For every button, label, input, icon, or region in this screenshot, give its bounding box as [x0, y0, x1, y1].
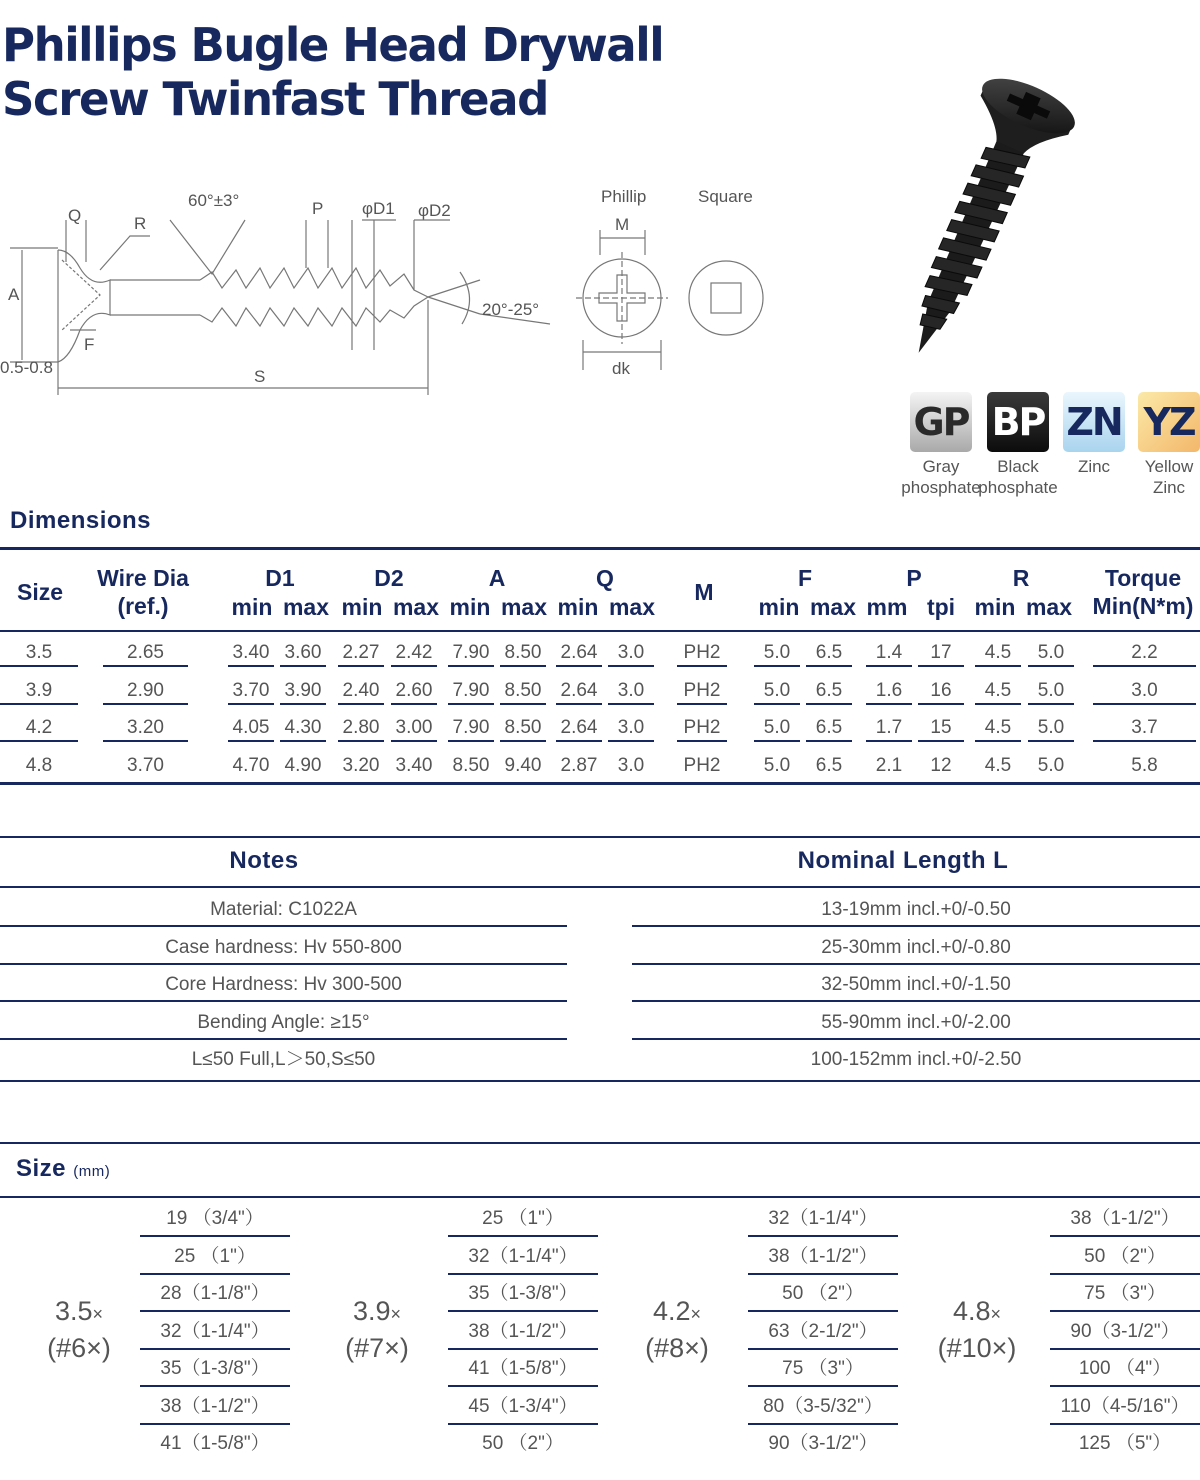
table-cell: 3.0 [608, 638, 654, 667]
subheader-max: max [392, 594, 440, 620]
table-cell: 7.90 [448, 676, 494, 705]
notes-item: Core Hardness: Hv 300-500 [0, 965, 567, 1002]
table-cell: 3.0 [608, 676, 654, 705]
size-length-item: 25 （1"） [448, 1200, 598, 1237]
table-cell: 2.60 [391, 676, 437, 705]
header-wire-dia-line1: Wire Dia [97, 565, 189, 591]
size-value: 4.2 [652, 1296, 691, 1326]
label-angle-tip: 20°-25° [482, 300, 540, 319]
table-cell: PH2 [677, 713, 727, 742]
table-cell: 3.0 [617, 754, 645, 776]
table-cell: 5.8 [1131, 754, 1158, 776]
subheader-max: max [1025, 594, 1073, 620]
table-cell: 2.64 [556, 713, 602, 742]
finish-badge-gp [901, 392, 981, 498]
table-cell: 2.64 [556, 676, 602, 705]
size-length-item: 32（1-1/4"） [140, 1313, 290, 1350]
size-length-item: 50 （2"） [482, 1433, 564, 1454]
header-torque-line2: Min(N*m) [1092, 593, 1194, 619]
table-cell: 15 [918, 713, 964, 742]
table-cell: 5.0 [1028, 713, 1074, 742]
subheader-tpi: tpi [926, 594, 956, 620]
label-f: F [84, 335, 95, 354]
label-dk: dk [612, 359, 630, 378]
label-angle-head: 60°±3° [188, 191, 240, 210]
finish-label [1126, 456, 1200, 498]
table-cell: 1.6 [866, 676, 912, 705]
size-length-item: 50 （2"） [1050, 1238, 1200, 1275]
size-length-item: 90（3-1/2"） [768, 1433, 878, 1454]
size-length-item: 50 （2"） [748, 1275, 898, 1312]
divider [0, 547, 1200, 550]
screw-technical-drawing [0, 180, 780, 400]
label-tolerance: 0.5-0.8 [0, 358, 53, 377]
divider [0, 630, 1200, 632]
times-sign: × [690, 1304, 702, 1324]
table-cell: 3.60 [280, 638, 326, 667]
size-length-item: 38（1-1/2"） [140, 1388, 290, 1425]
finish-badge-yz [1138, 392, 1200, 498]
table-cell: 3.70 [127, 754, 164, 776]
subheader-max: max [809, 594, 857, 620]
size-length-item: 41（1-5/8"） [160, 1433, 270, 1454]
size-length-item: 35（1-3/8"） [140, 1350, 290, 1387]
finish-badge-bp [978, 392, 1058, 498]
header-q: Q [596, 565, 614, 591]
header-p: P [906, 565, 922, 591]
table-cell: 5.0 [754, 638, 800, 667]
finish-label [975, 456, 1061, 498]
times-sign: × [390, 1304, 402, 1324]
table-cell: 2.90 [103, 676, 188, 705]
table-cell: 3.20 [103, 713, 188, 742]
gauge-value: (#8×) [645, 1333, 709, 1363]
subheader-min: min [557, 594, 599, 620]
table-cell: 5.0 [754, 713, 800, 742]
table-cell: 4.5 [984, 754, 1012, 776]
size-length-item: 45（1-3/4"） [448, 1388, 598, 1425]
finish-chip: ZN [1063, 392, 1125, 452]
subheader-mm: mm [866, 594, 908, 620]
table-cell: 3.9 [0, 676, 78, 705]
nominal-length-item: 13-19mm incl.+0/-0.50 [632, 890, 1200, 927]
table-cell: 8.50 [452, 754, 490, 776]
label-q: Q [68, 206, 82, 225]
label-s: S [254, 367, 266, 386]
divider [0, 782, 1200, 785]
table-cell: 6.5 [815, 754, 843, 776]
table-cell: 1.4 [866, 638, 912, 667]
subheader-max: max [608, 594, 656, 620]
size-unit: (mm) [73, 1163, 111, 1180]
table-cell: 8.50 [500, 713, 546, 742]
table-cell: PH2 [677, 638, 727, 667]
table-cell: 17 [918, 638, 964, 667]
finish-badge-zn [1063, 392, 1125, 477]
size-group-label [318, 1294, 436, 1365]
table-cell: 16 [918, 676, 964, 705]
nominal-length-heading: Nominal Length L [797, 847, 1009, 874]
notes-item: Case hardness: Hv 550-800 [0, 928, 567, 965]
table-cell: 4.5 [975, 676, 1021, 705]
size-group-label [20, 1294, 138, 1365]
title-line-1: Phillips Bugle Head Drywall [2, 18, 664, 72]
table-cell: PH2 [683, 754, 721, 776]
table-cell: 2.1 [875, 754, 903, 776]
dimensions-heading: Dimensions [10, 507, 152, 534]
header-r: R [1012, 565, 1030, 591]
table-cell: 3.90 [280, 676, 326, 705]
label-a: A [8, 285, 20, 304]
label-phillip: Phillip [601, 187, 647, 206]
table-cell: 3.0 [608, 713, 654, 742]
screw-illustration [880, 50, 1080, 395]
size-length-item: 35（1-3/8"） [448, 1275, 598, 1312]
divider [0, 1142, 1200, 1144]
size-heading [16, 1155, 110, 1183]
table-cell: 6.5 [806, 676, 852, 705]
notes-item: Material: C1022A [0, 890, 567, 927]
table-cell: 3.7 [1093, 713, 1196, 742]
table-cell: 3.0 [1093, 676, 1196, 705]
divider [0, 1080, 1200, 1082]
label-square: Square [698, 187, 753, 206]
table-cell: 4.70 [232, 754, 270, 776]
notes-heading: Notes [229, 847, 299, 874]
finish-name-line1: Gray [922, 457, 960, 476]
size-length-item: 80（3-5/32"） [748, 1388, 898, 1425]
finish-label [898, 456, 984, 498]
table-cell: 1.7 [866, 713, 912, 742]
size-value: 4.8 [952, 1296, 991, 1326]
size-length-item: 125 （5"） [1078, 1433, 1172, 1454]
table-cell: 3.40 [395, 754, 433, 776]
size-value: 3.5 [54, 1296, 93, 1326]
finish-name-line2: phosphate [901, 478, 981, 497]
table-cell: 2.80 [338, 713, 384, 742]
table-cell: 3.70 [228, 676, 274, 705]
size-length-item: 100 （4"） [1050, 1350, 1200, 1387]
table-cell: 4.30 [280, 713, 326, 742]
size-length-item: 110（4-5/16"） [1050, 1388, 1200, 1425]
table-cell: 7.90 [448, 713, 494, 742]
table-cell: 2.40 [338, 676, 384, 705]
subheader-min: min [449, 594, 491, 620]
notes-item: L≤50 Full,L＞50,S≤50 [191, 1049, 376, 1070]
gauge-value: (#10×) [937, 1333, 1017, 1363]
table-cell: 2.65 [103, 638, 188, 667]
nominal-length-item: 100-152mm incl.+0/-2.50 [810, 1049, 1022, 1070]
size-length-item: 32（1-1/4"） [448, 1238, 598, 1275]
label-d1: φD1 [362, 199, 395, 218]
header-wire-dia [88, 564, 198, 620]
label-p: P [312, 199, 324, 218]
size-length-item: 19 （3/4"） [140, 1200, 290, 1237]
subheader-max: max [500, 594, 548, 620]
table-cell: 9.40 [504, 754, 542, 776]
table-cell: 2.27 [338, 638, 384, 667]
header-d1: D1 [265, 565, 295, 591]
label-m: M [615, 215, 630, 234]
size-value: 3.9 [352, 1296, 391, 1326]
table-cell: 4.05 [228, 713, 274, 742]
size-length-item: 38（1-1/2"） [1050, 1200, 1200, 1237]
size-group-label [918, 1294, 1036, 1365]
times-sign: × [92, 1304, 104, 1324]
header-a: A [488, 565, 506, 591]
times-sign: × [990, 1304, 1002, 1324]
nominal-length-item: 25-30mm incl.+0/-0.80 [632, 928, 1200, 965]
table-cell: 6.5 [806, 713, 852, 742]
table-cell: 5.0 [754, 676, 800, 705]
subheader-min: min [341, 594, 383, 620]
finish-label [1051, 456, 1137, 477]
header-wire-dia-line2: (ref.) [117, 593, 169, 619]
finish-name-line1: Zinc [1077, 457, 1111, 476]
header-size: Size [16, 579, 64, 605]
table-cell: 2.42 [391, 638, 437, 667]
divider [0, 836, 1200, 838]
size-length-item: 90（3-1/2"） [1050, 1313, 1200, 1350]
table-cell: 5.0 [1028, 676, 1074, 705]
size-length-item: 25 （1"） [140, 1238, 290, 1275]
table-cell: 3.20 [342, 754, 380, 776]
table-cell: 12 [930, 754, 952, 776]
page-title [2, 18, 663, 126]
notes-item: Bending Angle: ≥15° [0, 1003, 567, 1040]
divider [0, 1196, 1200, 1198]
table-cell: 5.0 [1037, 754, 1065, 776]
label-r: R [134, 214, 147, 233]
size-length-item: 75 （3"） [1050, 1275, 1200, 1312]
table-cell: 3.40 [228, 638, 274, 667]
subheader-min: min [758, 594, 800, 620]
table-cell: 3.00 [391, 713, 437, 742]
table-cell: 2.87 [560, 754, 598, 776]
size-group-label [618, 1294, 736, 1365]
table-cell: 4.5 [975, 638, 1021, 667]
size-length-item: 75 （3"） [748, 1350, 898, 1387]
finish-name-line1: Yellow [1144, 457, 1194, 476]
finish-name-line2: Zinc [1152, 478, 1186, 497]
finish-name-line1: Black [997, 457, 1039, 476]
table-cell: 8.50 [500, 638, 546, 667]
size-length-item: 28（1-1/8"） [140, 1275, 290, 1312]
finish-chip: YZ [1138, 392, 1200, 452]
table-cell: 2.2 [1093, 638, 1196, 667]
table-cell: 4.5 [975, 713, 1021, 742]
finish-chip: BP [987, 392, 1049, 452]
header-m: M [694, 579, 714, 605]
table-cell: PH2 [677, 676, 727, 705]
size-length-item: 63（2-1/2"） [748, 1313, 898, 1350]
subheader-min: min [974, 594, 1016, 620]
divider [0, 886, 1200, 888]
finish-chip: GP [910, 392, 972, 452]
table-cell: 3.5 [0, 638, 78, 667]
size-length-item: 41（1-5/8"） [448, 1350, 598, 1387]
table-cell: 7.90 [448, 638, 494, 667]
table-cell: 4.90 [284, 754, 322, 776]
table-cell: 4.2 [0, 713, 78, 742]
subheader-max: max [282, 594, 330, 620]
size-length-item: 38（1-1/2"） [448, 1313, 598, 1350]
label-d2: φD2 [418, 201, 451, 220]
size-length-item: 32（1-1/4"） [748, 1200, 898, 1237]
size-length-item: 38（1-1/2"） [748, 1238, 898, 1275]
header-f: F [797, 565, 813, 591]
title-line-2: Screw Twinfast Thread [2, 72, 548, 126]
nominal-length-item: 32-50mm incl.+0/-1.50 [632, 965, 1200, 1002]
gauge-value: (#6×) [47, 1333, 111, 1363]
nominal-length-item: 55-90mm incl.+0/-2.00 [632, 1003, 1200, 1040]
table-cell: 5.0 [763, 754, 791, 776]
table-cell: 2.64 [556, 638, 602, 667]
table-cell: 8.50 [500, 676, 546, 705]
size-heading-text: Size [16, 1155, 67, 1182]
table-cell: 4.8 [25, 754, 53, 776]
subheader-min: min [231, 594, 273, 620]
gauge-value: (#7×) [345, 1333, 409, 1363]
header-d2: D2 [374, 565, 404, 591]
table-cell: 6.5 [806, 638, 852, 667]
header-torque-line1: Torque [1104, 565, 1182, 591]
header-torque [1086, 564, 1200, 620]
finish-name-line2: phosphate [978, 478, 1058, 497]
table-cell: 5.0 [1028, 638, 1074, 667]
